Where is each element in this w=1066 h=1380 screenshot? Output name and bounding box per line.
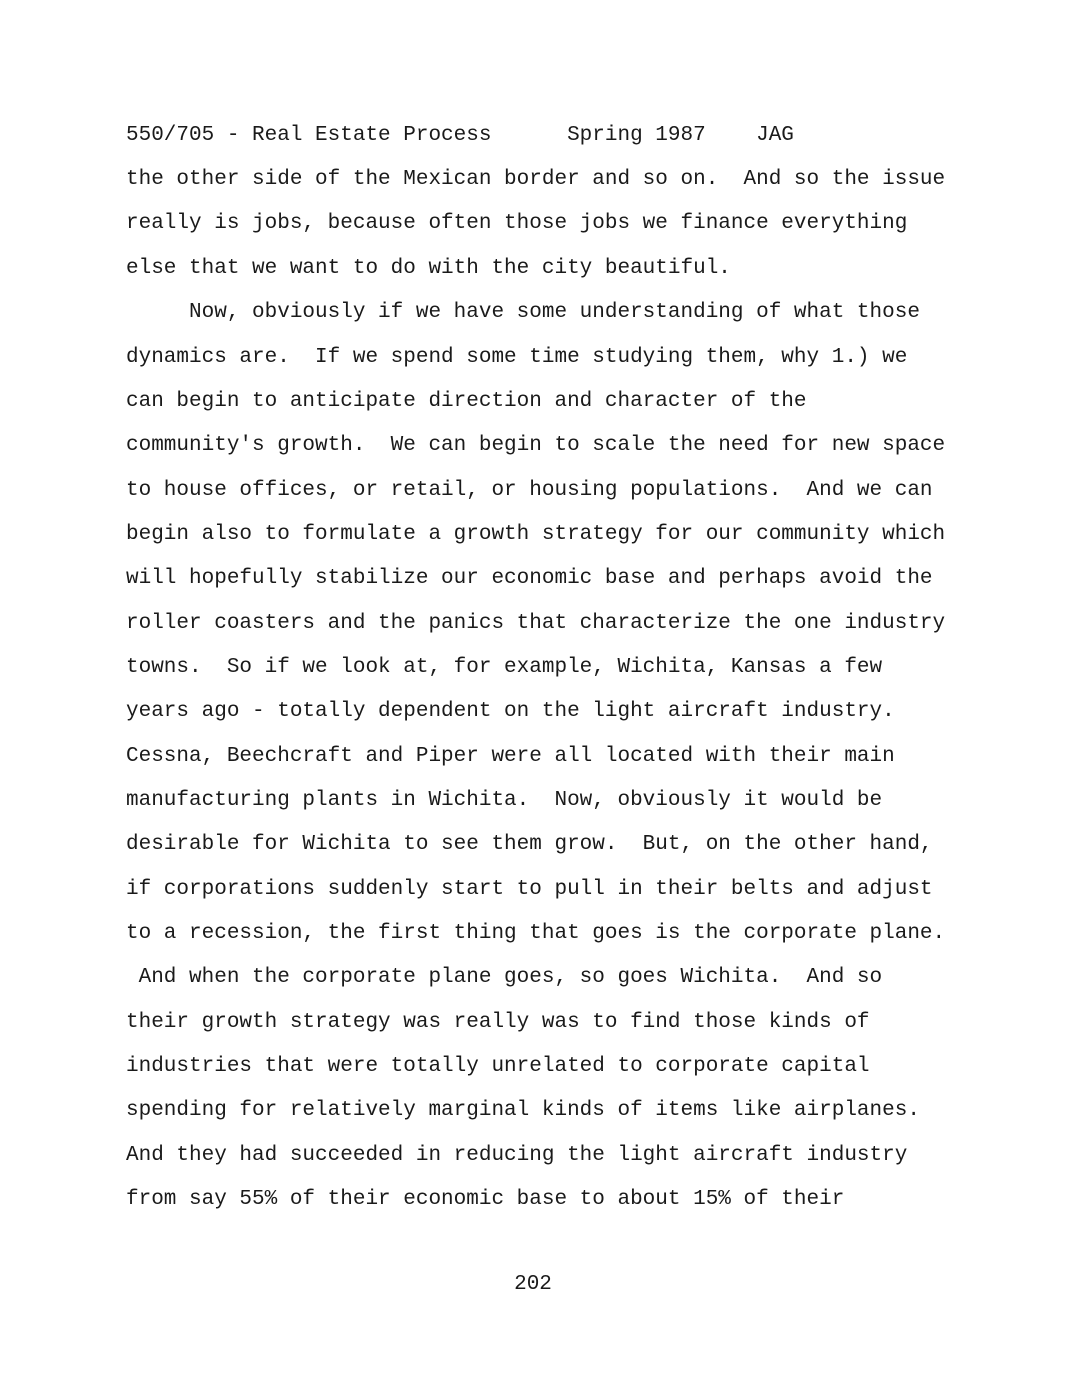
- text-line: dynamics are. If we spend some time studying them, why 1.) we: [126, 346, 908, 369]
- text-line: can begin to anticipate direction and character of the: [126, 390, 807, 413]
- text-line: to a recession, the first thing that goes is the corporate plane.: [126, 922, 946, 945]
- page-header: 550/705 - Real Estate Process Spring 1987 JAG: [126, 124, 794, 147]
- page-number: 202: [514, 1273, 552, 1296]
- text-line: towns. So if we look at, for example, Wichita, Kansas a few: [126, 656, 883, 679]
- text-line: to house offices, or retail, or housing populations. And we can: [126, 479, 933, 502]
- text-line: years ago - totally dependent on the light aircraft industry.: [126, 700, 895, 723]
- text-line: Cessna, Beechcraft and Piper were all located with their main: [126, 745, 895, 768]
- text-line: community's growth. We can begin to scale the need for new space: [126, 434, 946, 457]
- text-line: And they had succeeded in reducing the light aircraft industry: [126, 1144, 908, 1167]
- text-line: will hopefully stabilize our economic base and perhaps avoid the: [126, 567, 933, 590]
- text-line: desirable for Wichita to see them grow. But, on the other hand,: [126, 833, 933, 856]
- text-line: their growth strategy was really was to find those kinds of: [126, 1011, 870, 1034]
- text-line: And when the corporate plane goes, so goes Wichita. And so: [126, 966, 883, 989]
- text-line: roller coasters and the panics that characterize the one industry: [126, 612, 946, 635]
- text-line: industries that were totally unrelated to corporate capital: [126, 1055, 870, 1078]
- text-line: if corporations suddenly start to pull in their belts and adjust: [126, 878, 933, 901]
- text-line: the other side of the Mexican border and so on. And so the issue: [126, 168, 946, 191]
- text-line: else that we want to do with the city beautiful.: [126, 257, 731, 280]
- text-line: from say 55% of their economic base to about 15% of their: [126, 1188, 845, 1211]
- text-line: Now, obviously if we have some understanding of what those: [126, 301, 920, 324]
- text-line: manufacturing plants in Wichita. Now, obviously it would be: [126, 789, 883, 812]
- text-line: begin also to formulate a growth strategy for our community which: [126, 523, 946, 546]
- text-line: spending for relatively marginal kinds of items like airplanes.: [126, 1099, 920, 1122]
- text-line: really is jobs, because often those jobs we finance everything: [126, 212, 908, 235]
